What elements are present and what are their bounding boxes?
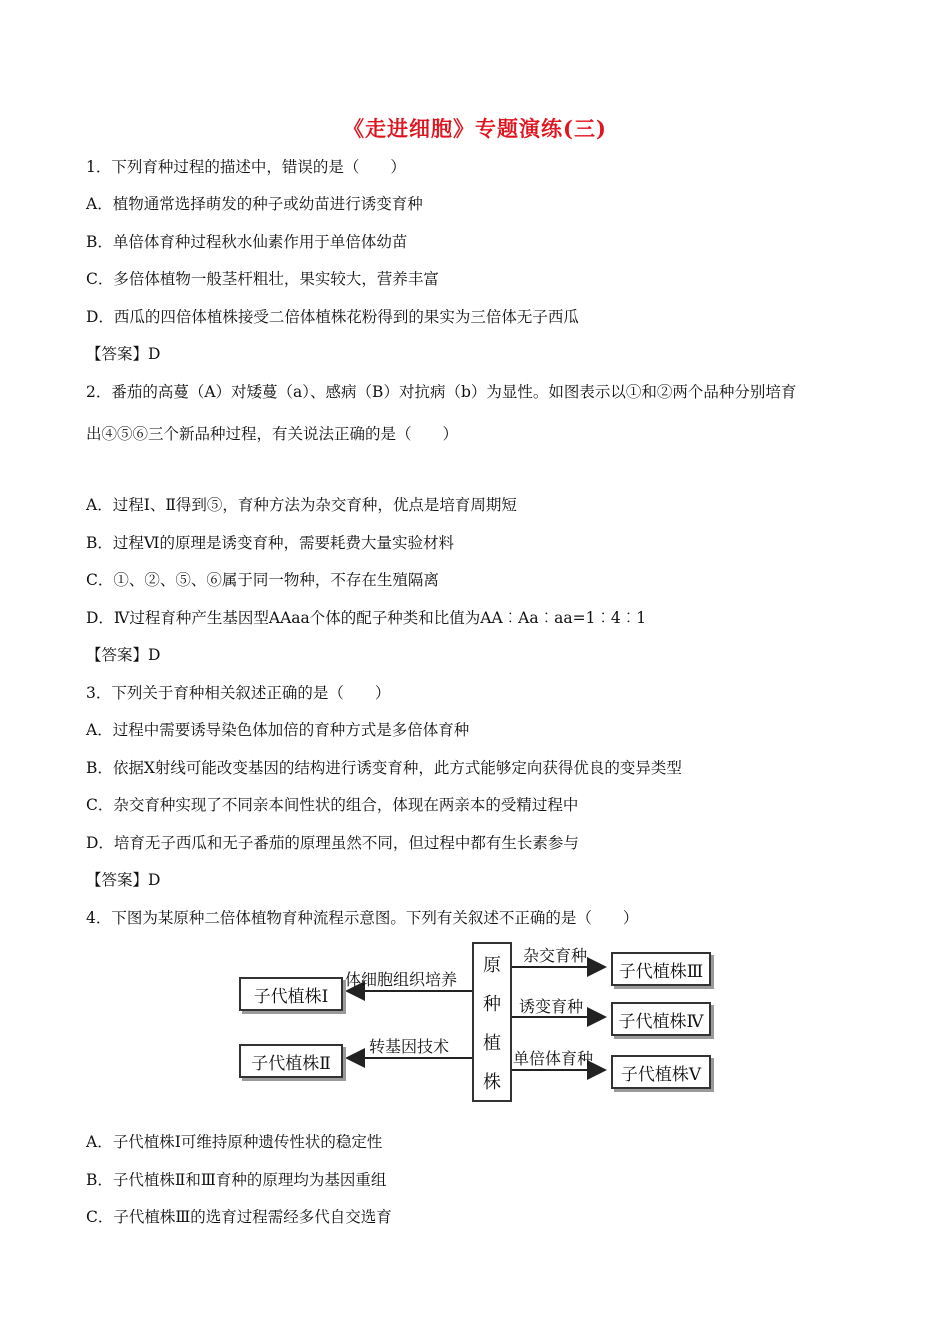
q1-option-c: C．多倍体植物一般茎杆粗壮，果实较大，营养丰富: [86, 270, 439, 288]
label-mutation-breeding: 诱变育种: [519, 997, 584, 1016]
q4-stem: 4．下图为某原种二倍体植物育种流程示意图。下列有关叙述不正确的是（ ）: [86, 909, 639, 927]
page-title: 《走进细胞》专题演练(三): [343, 116, 607, 141]
offspring-plant-3-box: 子代植株Ⅲ: [611, 952, 711, 986]
label-hybrid-breeding: 杂交育种: [523, 946, 588, 965]
breeding-flow-diagram: [237, 940, 717, 1105]
q1-option-d: D．西瓜的四倍体植株接受二倍体植株花粉得到的果实为三倍体无子西瓜: [86, 308, 579, 326]
q1-answer: 【答案】D: [86, 345, 161, 363]
q2-option-b: B．过程Ⅵ的原理是诱变育种，需要耗费大量实验材料: [86, 534, 454, 552]
q3-stem: 3．下列关于育种相关叙述正确的是（ ）: [86, 684, 391, 702]
q3-option-d: D．培育无子西瓜和无子番茄的原理虽然不同，但过程中都有生长素参与: [86, 834, 579, 852]
q4-option-b: B．子代植株Ⅱ和Ⅲ育种的原理均为基因重组: [86, 1171, 387, 1189]
original-plant-box: [472, 942, 512, 1102]
q4-option-c: C．子代植株Ⅲ的选育过程需经多代自交选育: [86, 1208, 392, 1226]
q1-option-b: B．单倍体育种过程秋水仙素作用于单倍体幼苗: [86, 233, 408, 251]
q2-option-d: D．Ⅳ过程育种产生基因型AAaa个体的配子种类和比值为AA︰Aa︰aa=1︰4︰1: [86, 609, 647, 627]
q1-option-a: A．植物通常选择萌发的种子或幼苗进行诱变育种: [86, 195, 423, 213]
q3-option-b: B．依据X射线可能改变基因的结构进行诱变育种，此方式能够定向获得优良的变异类型: [86, 759, 682, 777]
q3-answer: 【答案】D: [86, 871, 161, 889]
q2-stem-line2: 出④⑤⑥三个新品种过程，有关说法正确的是（ ）: [86, 425, 459, 443]
q2-option-c: C．①、②、⑤、⑥属于同一物种，不存在生殖隔离: [86, 571, 439, 589]
offspring-plant-1-box: 子代植株Ⅰ: [239, 977, 343, 1011]
q4-option-a: A．子代植株Ⅰ可维持原种遗传性状的稳定性: [86, 1133, 383, 1151]
label-transgenic: 转基因技术: [369, 1037, 450, 1056]
q2-stem-line1: 2．番茄的高蔓（A）对矮蔓（a）、感病（B）对抗病（b）为显性。如图表示以①和②两个品种分别培育: [86, 383, 797, 401]
center-char-2: 种: [483, 993, 501, 1015]
q1-stem: 1．下列育种过程的描述中，错误的是（ ）: [86, 158, 406, 176]
q2-option-a: A．过程Ⅰ、Ⅱ得到⑤，育种方法为杂交育种，优点是培育周期短: [86, 496, 517, 514]
q3-option-c: C．杂交育种实现了不同亲本间性状的组合，体现在两亲本的受精过程中: [86, 796, 579, 814]
q2-answer: 【答案】D: [86, 646, 161, 664]
label-tissue-culture: 体细胞组织培养: [345, 970, 458, 989]
center-char-1: 原: [483, 954, 501, 976]
center-char-3: 植: [483, 1032, 501, 1054]
offspring-plant-5-box: 子代植株Ⅴ: [611, 1055, 711, 1089]
q3-option-a: A．过程中需要诱导染色体加倍的育种方式是多倍体育种: [86, 721, 470, 739]
label-haploid-breeding: 单倍体育种: [513, 1049, 594, 1068]
offspring-plant-2-box: 子代植株Ⅱ: [239, 1044, 343, 1078]
center-char-4: 株: [483, 1071, 501, 1093]
offspring-plant-4-box: 子代植株Ⅳ: [611, 1002, 711, 1036]
